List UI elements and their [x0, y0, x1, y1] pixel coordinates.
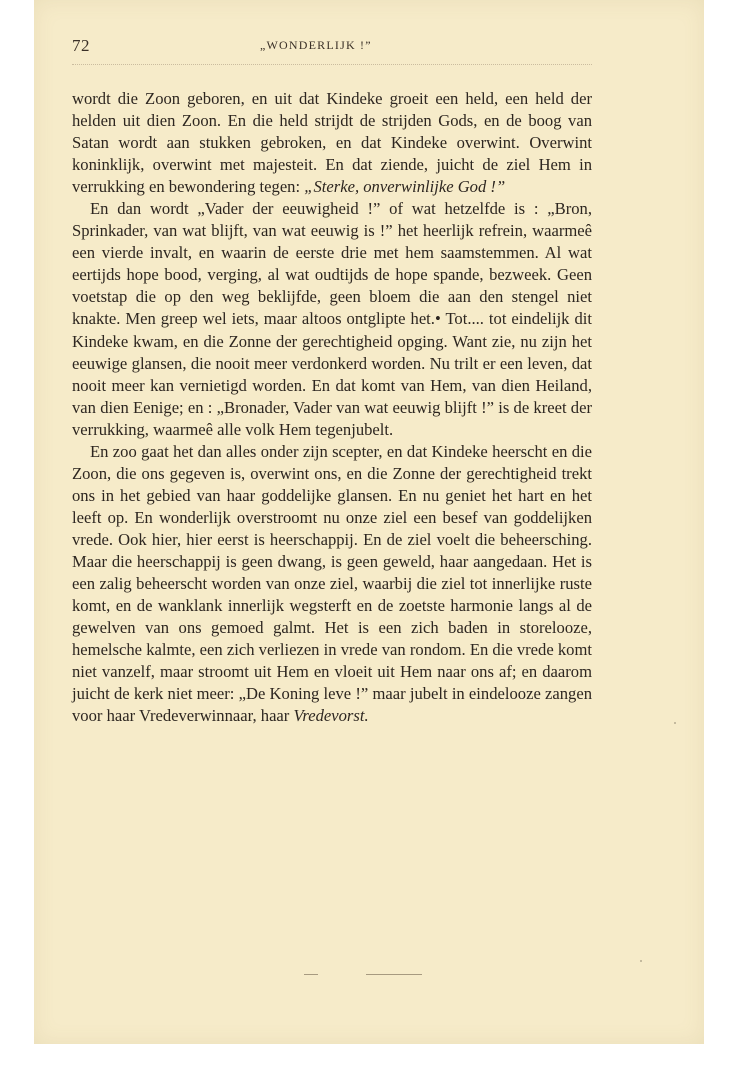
paragraph-1-text: wordt die Zoon geboren, en uit dat Kindeke groeit een held, een held der helden uit dien Zoon. En die held strijdt de strijden Gods, en de boog van Satan wordt aan stukken gebroken, en dat Kindeke overwint. Overwint koninklijk, overwint met majesteit. En dat ziende, juicht de ziel Hem in verrukking en bewondering tegen: [72, 89, 592, 197]
paragraph-3 [72, 441, 592, 728]
paper-speck [640, 960, 642, 962]
running-head: „WONDERLIJK !” [260, 38, 372, 52]
page-number: 72 [72, 36, 90, 55]
paragraph-1-italic: „Sterke, onverwinlijke God !” [304, 177, 506, 197]
paragraph-1 [72, 88, 592, 198]
body-text [72, 88, 592, 727]
paragraph-3-text: En zoo gaat het dan alles onder zijn scepter, en dat Kindeke heerscht en die Zoon, die ons gegeven is, overwint ons, en die Zonne der gerechtigheid trekt ons in het gebied van haar goddelijke glansen. En nu geniet het hart en het leeft op. En wonderlijk overstroomt nu onze ziel een besef van goddelijken vrede. Ook hier, hier eerst is heerschappij. En de ziel voelt die beheersching. Maar die heerschappij is geen dwang, is geen geweld, haar aangedaan. Het is een zalig beheerscht worden van onze ziel, waarbij die ziel tot innerlijke ruste komt, en de wanklank innerlijk wegsterft en de zoetste harmonie langs al de gewelven van ons gemoed galmt. Het is een zich baden in storelooze, hemelsche kalmte, een zich verliezen in vrede van rondom. En die vrede komt niet vanzelf, maar stroomt uit Hem en vloeit uit Hem naar ons af; en daarom juicht de kerk niet meer: „De Koning leve !” maar jubelt in eindelooze zangen voor haar Vredeverwinnaar, haar [72, 441, 592, 726]
paragraph-3-italic: Vredevorst. [293, 706, 369, 726]
paper-speck [674, 722, 676, 724]
page-header [72, 34, 632, 60]
header-rule [72, 64, 592, 65]
end-ornament-rule [304, 972, 422, 978]
paragraph-2: En dan wordt „Vader der eeuwigheid !” of wat hetzelfde is : „Bron, Sprinkader, van wat blijft, van wat eeuwig is !” het heerlijk refrein, waarmeê een vierde invalt, en waarin de eerste drie met hem saamstemmen. Al wat eertijds hope bood, verging, al wat oudtijds de hope spande, bezweek. Geen voetstap die op den weg beklijfde, geen bloem die aan den stengel niet knakte. Men greep wel iets, maar altoos ontglipte het.• Tot.... tot eindelijk dit Kindeke kwam, en die Zonne der gerechtigheid opging. Want zie, nu zijn het eeuwige glansen, die nooit meer verdonkerd worden. Nu trilt er een leven, dat nooit meer kan vernietigd worden. En dat komt van Hem, van dien Heiland, van dien Eenige; en : „Bronader, Vader van wat eeuwig blijft !” is de kreet der verrukking, waarmeê alle volk Hem tegenjubelt. [72, 199, 592, 439]
